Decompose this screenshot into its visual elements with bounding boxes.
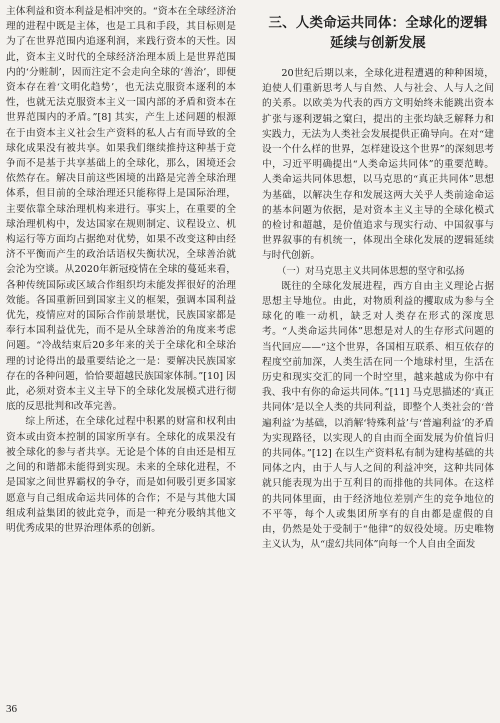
body-paragraph: 既往的全球化发展进程，西方自由主义理论占据思想主导地位。由此，对物质利益的攫取成为参与全球化的唯一动机，缺乏对人类存在形式的深度思考。“人类命运共同体”思想是对人的生存形式问题的当代回应——“这个世界，各国相互联系、相互依存的程度空前加深，人类生活在同一个地球村里，生活在历史和现实交汇的同一个时空里，越来越成为你中有我、我中有你的命运共同体。”[11] 马克思描述的‘真正共同体’是以全人类的共同利益，即整个人类社会的‘普遍利益’为基础，以消解‘特殊利益’与‘普遍利益’的矛盾为实现路径，以实现人的自由而全面发展为价值旨归的共同体。”[12] 在以生产资料私有制为建构基础的共同体之内，由于人与人之间的利益冲突，这种共同体就只能表现为出于互利目的而排他的共同体。在这样的共同体里面，由于经济地位差别产生的竞争地位的不平等，每个人或集团所享有的自由都是虚假的自由，仍然是处于受制于“他律”的奴役处境。历史唯物主义认为，从“虚幻共同体”向每一个人自由全面发 <box>262 280 494 551</box>
body-paragraph: 综上所述，在全球化过程中积累的财富和权利由资本或由资本控制的国家所享有。全球化的成果没有被全球化的参与者共享。无论是个体的自由还是相互之间的和谐都未能得到实现。未来的全球化进程，不是国家之间世界霸权的争夺，而是如何吸引更多国家愿意与自己组成命运共同体的合作；不是与其他大国组成利益集团的彼此竞争，而是一种充分吸纳其他文明优秀成果的世界治理体系的创新。 <box>6 416 236 534</box>
section-heading: 三、人类命运共同体：全球化的逻辑延续与创新发展 <box>268 16 488 51</box>
body-paragraph: 主体利益和资本利益是相冲突的。“资本在全球经济治理的进程中既是主体，也是工具和手段，其目标则是为了在世界范围内追逐利润，来践行资本的天性。因此，资本主义时代的全球经济治理本质上是世界范围内的‘分赃制’，因而注定不会走向全球的‘善治’，即便资本存在着‘文明化趋势’，也无法克服资本逐利的本性，也就无法克服资本主义一国内部的矛盾和资本在世界范围内的矛盾。”[8] 其实，产生上述问题的根源在于由资本主义社会生产资料的私人占有而导致的全球化成果没有被共享。如果我们继续推持这种基于竞争而不是基于共享基础上的全球化，那么，困境还会依然存在。解决目前这些困境的出路是完善全球治理体系，但目前的全球治理还只能称得上是国际治理，主要依靠全球治理机构来进行。事实上，在重要的全球治理机构中，发达国家在规则制定、议程设立、机构运行等方面均占据绝对优势，如果不改变这种由经济不平衡而产生的政治话语权失衡状况，全球善治就会沦为空谈。从2020年新冠疫情在全球的蔓延来看，各种传统国际或区域合作组织均未能发挥很好的治理效能。各国重新回到国家主义的框架，强调本国利益优先，疫情应对的国际合作前景堪忧，民族国家都是奉行本国利益优先，而不是从全球善治的角度来考虑问题。“冷战结束后20多年来的关于全球化和全球治理的讨论得出的最重要结论之一是：要解决民族国家存在的各种问题，恰恰要超越民族国家体制。”[10] 因此，必须对资本主义主导下的全球化发展模式进行彻底的反思批判和改革完善。 <box>6 6 236 413</box>
left-column <box>6 4 236 704</box>
subsection-heading: （一）对马克思主义共同体思想的坚守和弘扬 <box>277 265 465 277</box>
page-number: 36 <box>6 703 17 715</box>
body-paragraph: 20世纪后期以来，全球化进程遭遇的种种困境，迫使人们重新思考人与自然、人与社会、人与人之间的关系。以欧美为代表的西方文明始终未能跳出资本扩张与逐利逻辑之窠臼，提出的主张均缺乏解释力和实践力，无法为人类社会发展提供正确导向。在对“建设一个什么样的世界，怎样建设这个世界”的深刻思考中，习近平明确提出“人类命运共同体”的重要范畴。人类命运共同体思想，以马克思的“真正共同体”思想为基础，以解决生存和发展这两大关乎人类前途命运的基本问题为依据，是对资本主义主导的全球化模式的检讨和超越，是价值追求与现实行动、中国叙事与世界叙事的有机统一，体现出全球化发展的逻辑延续与时代创新。 <box>262 68 494 262</box>
right-column <box>262 4 494 704</box>
